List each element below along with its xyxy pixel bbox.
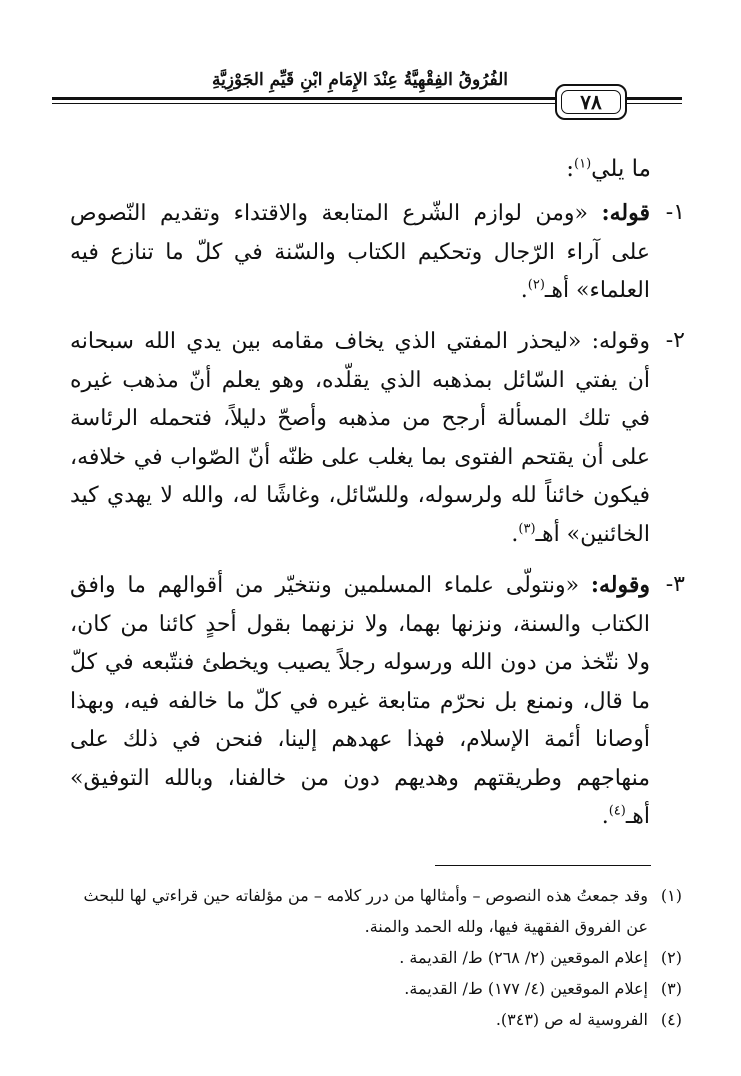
item-number: ٢- (665, 328, 685, 353)
footnote-number: (٤) (660, 1010, 682, 1029)
running-header-title: الفُرُوقُ الفِقْهِيَّةُ عِنْدَ الإِمَامِ ابْنِ قَيِّمِ الجَوْزِيَّةِ (211, 70, 509, 90)
item-number: ١- (665, 200, 685, 225)
footnote-text: الفروسية له ص (٣٤٣). (495, 1010, 648, 1029)
item-text: «ونتولّى علماء المسلمين ونتخيّر من أقوالهم ما وافق الكتاب والسنة، ونزنها بهما، ولا نزنهما بقول أحدٍ كائنا من كان، ولا نتّخذ من دون الله ورسوله رجلاً يصيب ويخطئ فنتّبعه في كلّ ما قال، ونمنع بل نحرّم متابعة غيره في كلّ ما خالفه فيه، وبهذا أوصانا أئمة الإسلام، فهذا عهدهم إلينا، فنحن في ذلك على منهاجهم وطريقتهم وهديهم دون من خالفنا، وبالله التوفيق» أهـ (70, 573, 650, 829)
footnote-text: إعلام الموقعين (٢/ ٢٦٨) ط/ القديمة . (399, 948, 648, 967)
footnote (70, 973, 682, 1004)
page-number: ٧٨ (580, 90, 602, 114)
page-number-box (555, 84, 627, 120)
item-paragraph (70, 566, 650, 837)
item-number: ٣- (665, 572, 685, 597)
intro-line (566, 150, 651, 188)
item-lead: قوله: (601, 200, 650, 226)
footnote-ref: (٣) (518, 521, 536, 537)
intro-text: ما يلي (591, 156, 651, 182)
item-tail: . (511, 521, 519, 547)
footnote-number: (١) (660, 886, 682, 905)
item-paragraph (70, 322, 650, 554)
footnote-ref: (٤) (608, 803, 626, 819)
footnotes (70, 880, 682, 1035)
footnote (70, 942, 682, 973)
item-tail: . (601, 804, 609, 829)
footnote-text: وقد جمعتُ هذه النصوص – وأمثالها من درر كلامه – من مؤلفاته حين قراءتي لها للبحث عن الفروق الفقهية فيها، ولله الحمد والمنة. (83, 886, 648, 936)
footnote (70, 1004, 682, 1035)
item-text: «ومن لوازم الشّرع المتابعة والاقتداء وتقديم النّصوص على آراء الرّجال وتحكيم الكتاب والسّنة في كلّ ما تنازع فيه العلماء» أهـ (70, 201, 650, 303)
intro-tail: : (566, 156, 575, 182)
footnote-separator (435, 865, 651, 866)
footnote (70, 880, 682, 942)
footnote-number: (٣) (660, 979, 682, 998)
item-lead: وقوله: (590, 572, 650, 598)
item-paragraph (70, 194, 650, 311)
footnote-ref: (١) (574, 156, 592, 172)
footnote-text: إعلام الموقعين (٤/ ١٧٧) ط/ القديمة. (404, 979, 648, 998)
item-tail: . (520, 278, 528, 303)
item-text: وقوله: «ليحذر المفتي الذي يخاف مقامه بين يدي الله سبحانه أن يفتي السّائل بمذهبه الذي يقلّده، وهو يعلم أنّ مذهب غيره في تلك المسألة أرجح من مذهبه وأصحّ دليلاً، فتحمله الرئاسة على أن يقتحم الفتوى بما يغلب على ظنّه أنّ الصّواب في خلافه، فيكون خائناً لله ولرسوله، وللسّائل، وغاشًا له، والله لا يهدي كيد الخائنين» أهـ (70, 329, 650, 547)
footnote-number: (٢) (660, 948, 682, 967)
footnote-ref: (٢) (527, 277, 545, 293)
